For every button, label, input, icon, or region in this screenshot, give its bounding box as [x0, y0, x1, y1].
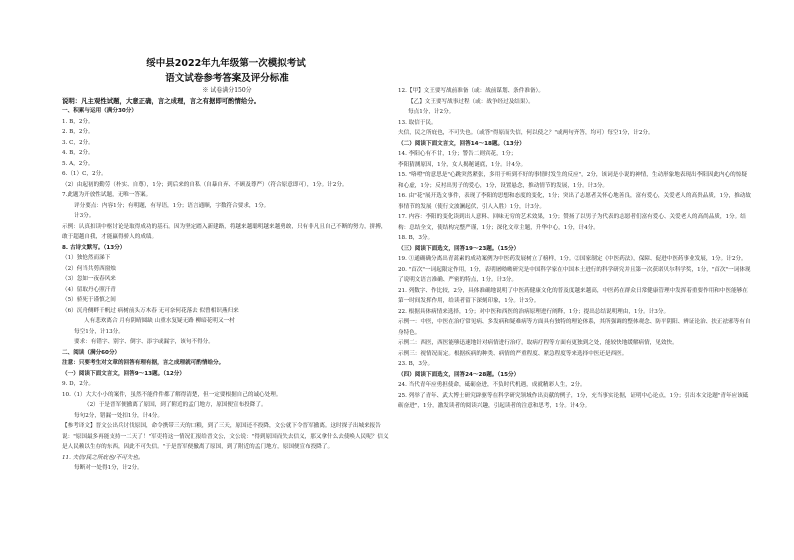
answer-line: 注意：只要考生对文章的回答有理有据，言之成理就可酌情给分。 [62, 360, 225, 366]
answer-line: 二、阅读（满分60分） [62, 349, 121, 356]
answer-line: 22. 根据具体病情来选择，1分；对中医和西医的治病原理进行阐释，1分；提出总结说明理由，1分。计3分。 [398, 308, 670, 315]
answer-line: 8. 古诗文默写。（13分） [62, 244, 126, 251]
answer-line: （二）阅读下面文言文，回答14～18题。（13分） [398, 140, 525, 147]
answer-line: 11. 夫信/民之所庇也/不可失也。 [62, 454, 144, 461]
answer-line: （2）由起初的勤劳（朴实、自尊），1分；到后来的自私（自暴自弃、不顾及尊严）（符合原意即可），1分。计2分。 [62, 181, 348, 188]
answer-line: 16. 由"花"展开选文事件，表现了李阳的思想和态度的变化，1分；突出了志愿者关怀心地善良，富有爱心，关爱老人的高贵品质，1分，推动故事情节的发展（使行文波澜起伏，引人入胜）1分，计3分。 [398, 193, 751, 210]
answer-line: 12.【甲】文王要写战前准备（或：战前谋划、条件准备）。 [398, 88, 544, 94]
answer-line: 每断对一处得1分，计2分。 [74, 465, 143, 471]
answer-line: 2. B，2分。 [62, 129, 94, 135]
answer-line: 【乙】文王要写战事过程（或：战争经过及结果）。 [408, 98, 534, 105]
left-answer-list [62, 106, 392, 474]
answer-line: （1）独怆然而涕下 [62, 255, 111, 261]
answer-line: 计3分。 [74, 213, 95, 219]
answer-line: （四）阅读下面选文，回答24～28题。（15分） [398, 371, 520, 378]
answer-line: 9. D，2分。 [62, 381, 94, 387]
grading-instruction: 说明：凡主观性试题，大意正确，言之成理，言之有据即可酌情给分。 [62, 97, 261, 105]
answer-line: 10.（1）大大小小的案件，虽然不能件件都了解得清楚，但一定要根据自己的诚心处理。 [62, 391, 282, 398]
answer-line: 李阳猜测原因，1分，女人揭秘谜底，1分。计4分。 [398, 161, 527, 168]
answer-line: 每空1分，计13分。 [74, 328, 124, 335]
answer-line: 3. C，2分。 [62, 139, 94, 146]
left-column [62, 56, 392, 474]
right-column [398, 86, 752, 412]
answer-line: 示例三：视情况而定。根据疾病的种类、病情的严重程度、紧急程度等来选择中医还是西医。 [398, 350, 628, 357]
answer-line: 评分要点：内容1分；有明题，有导语，1分；语言通顺，字数符合要求，1分。 [74, 202, 270, 209]
answer-line: 一、积累与运用（满分30分） [62, 108, 137, 114]
answer-line: 4. B，2分。 [62, 150, 94, 156]
answer-line: （一）阅读下面文言文，回答9～13题。（12分） [62, 370, 185, 377]
answer-line: （三）阅读下面选文，回答19～23题。（15分） [398, 245, 520, 252]
answer-line: 15. "咯噔"的意思是"心跳突然紧张，多用于听到不好的事情时发生的反应"，2分，该词是小说的神情，生动形象地表现出李阳因此内心的惊疑和心虚，1分；反衬出男子的爱心，1分，设置悬念，推动情节的发展，1分。计3分。 [398, 172, 747, 189]
answer-line: 7.此题为开放性试题，无唯一答案。 [62, 192, 152, 198]
answer-line: 每句2分，错漏一处扣1分，计4分。 [74, 412, 163, 419]
answer-line: 示例一：中医，中医在治疗常见病、多发病和疑难病等方面具有独特的理论体系，其所强调的整体观念、防平阴阳、辨证论治、扶正祛邪等有自身特色。 [398, 319, 751, 336]
answer-line: 25. 列举了青年、武大博士研究辟驱等在科学研究领域作出贡献的例子，1分，充当事实论据，证明中心论点，1分；引出本文论题"青年应该砥砺奋进"，1分，激发读者的阅读兴趣，引起读者的注意和思考，1分。计4分。 [398, 392, 749, 409]
answer-line: 夫信，民之所庇也，不可失也。（或答"得原而失信，何以使之？"或两句齐答，均可）每空1分，计2分。 [398, 130, 654, 136]
answer-line: 17. 内容：李阳的变化读到出人意料、回味无穷的艺术效果，1分；赞扬了以男子为代表的志愿者们富有爱心、关爱老人的高尚品质，1分。结构：总结全文，使结构完整严谨，1分；深化文章主题，升华中心，1分，计4分。 [398, 214, 746, 231]
answer-line: 18. B，3分。 [398, 235, 434, 241]
answer-line: 【参考译文】晋文公出兵讨伐原国，命令携带三天的口粮，到了三天，原国还不投降，文公就下令晋军撤离。这时探子出城来报告说："原国最多再能支持一二天了！"军吏将这一情况汇报给晋文公，文公说："得到原国而失去信义，那又拿什么去使唤人民呢？信义是人民赖以生存的东西，因此不可失信。"于是晋军便撤离了原国，到了附近的孟门地方，原国便宣布投降了。 [62, 423, 389, 450]
answer-line: 6.（1）C，2分。 [62, 171, 107, 177]
answer-line: 14. 李阳心有不甘，1分；警告二则宾花，1分； [398, 151, 517, 157]
answer-line: 人有悲欢离合 月有阴晴圆缺 山重水复疑无路 柳暗花明又一村 [84, 318, 235, 324]
answer-line: 13. 取信于民。 [398, 119, 437, 126]
answer-line: 21. 列数字、作比较，2分，具体准确地说明了中医药健康文化的普及度越来越高，中医药在群众日常健康管理中发挥着重要作用和中医能够在第一时间发挥作用，给读者留下深刻印象，1分。计3分。 [398, 287, 748, 304]
answer-line: 20. "首次"一词起限定作用，1分，表明屠呦呦研究是中国科学家在中国本土进行的科学研究并且第一次获诺贝尔科学奖，1分，"首次"一词体现了说明文语言准确、严密的特点，1分。计3分。 [398, 266, 751, 283]
answer-line: 19. ①通确确分离出青蒿素的成功案例为中医药发展树立了榜样，1分。②国家制定《中医药法》，保障、促进中医药事业发展，1分。计2分。 [398, 256, 747, 262]
answer-line: （6）沉舟侧畔千帆过 病树前头万木春 无可奈何花落去 似曾相识燕归来 [62, 307, 239, 314]
exam-title: 绥中县2022年九年级第一次模拟考试 [146, 58, 306, 69]
answer-line: 示例二：西医，西医能够迅速地针对病情进行治疗，取病疗程等方面有更独到之处，能较快地缓解病情，见效快。 [398, 340, 678, 346]
answer-line: （3）忽如一夜春风来 [62, 276, 116, 282]
answer-line: 要求：有错字、别字、倒字、添字或漏字，该句不得分。 [74, 339, 214, 345]
answer-line: 23. B，3分。 [398, 361, 434, 367]
answer-line: 1. B，2分。 [62, 118, 94, 125]
answer-line: 24. 当代青年应勇担使命，砥砺奋进，不负时代机遇，成就精彩人生，2分。 [398, 382, 586, 388]
score-note: ※ 试卷满分150分 [202, 87, 252, 94]
answer-line: （2）于是晋军便撤离了原国，到了附近的孟门地方，原国便宣布投降了。 [84, 402, 267, 408]
answer-line: 示例：认真扣读中枢讨论是取得成功的基石。因为坚定踏入新建路，将越来越聪明越来越勇敢，只有非凡且自己不断的努力，拼搏，敢于超越自我，才能赢得骄人的成绩。 [62, 223, 387, 240]
answer-line: 每点1分，计2分。 [408, 109, 455, 115]
right-answer-list [398, 86, 752, 412]
answer-line: 5. A，2分。 [62, 160, 94, 167]
answer-line: （5）骄死于谨慎之间 [62, 297, 116, 303]
answer-key-title: 语文试卷参考答案及评分标准 [165, 73, 289, 84]
answer-line: （2）何当共剪西窗烛 [62, 265, 116, 272]
answer-line: （4）留取丹心照汗青 [62, 286, 116, 293]
